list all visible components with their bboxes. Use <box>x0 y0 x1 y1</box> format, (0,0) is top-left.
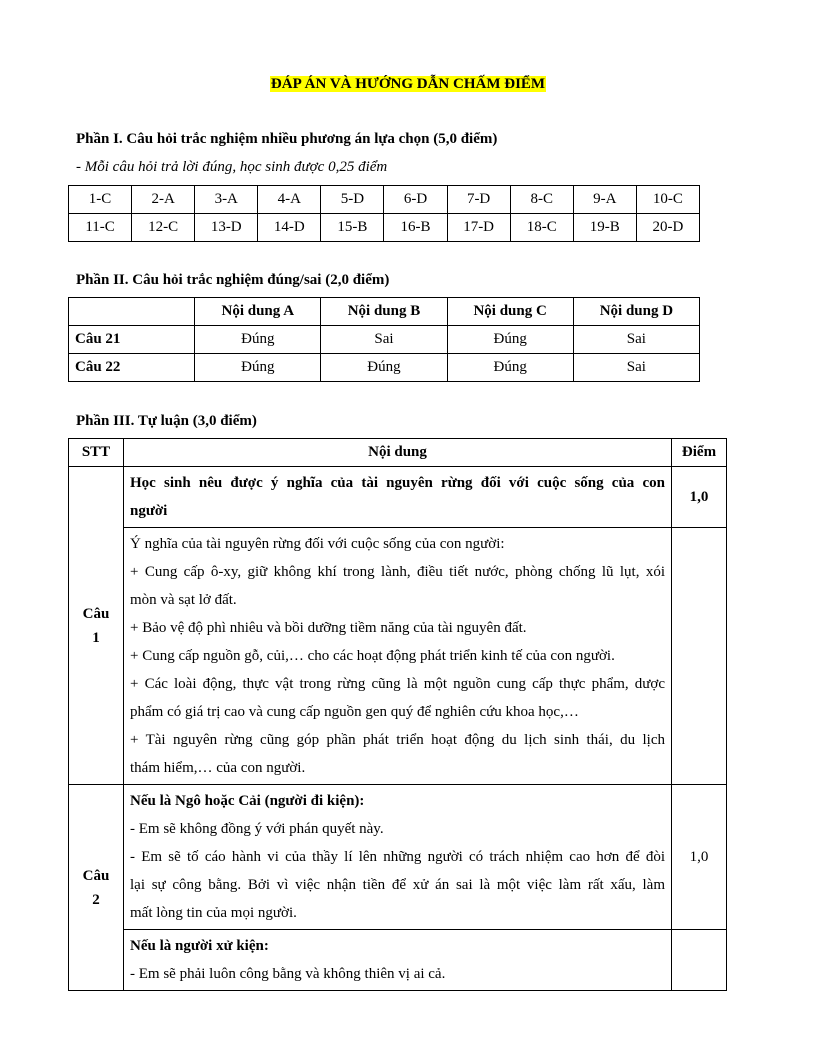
table-row <box>69 930 727 991</box>
row-label: Câu 21 <box>69 326 195 354</box>
answer-cell: 15-B <box>321 214 384 242</box>
answer-cell: 16-B <box>384 214 447 242</box>
column-header: Nội dung B <box>321 298 447 326</box>
table-row <box>69 326 700 354</box>
answer-cell: 4-A <box>258 186 321 214</box>
answer-cell: 10-C <box>636 186 699 214</box>
document-title: ĐÁP ÁN VÀ HƯỚNG DẪN CHẤM ĐIỂM <box>270 76 546 92</box>
answer-cell: Sai <box>321 326 447 354</box>
table-row <box>69 354 700 382</box>
q2-case2-score <box>672 930 727 991</box>
answer-cell: 3-A <box>195 186 258 214</box>
answer-cell: 5-D <box>321 186 384 214</box>
column-header: Nội dung A <box>195 298 321 326</box>
column-header: Nội dung D <box>573 298 699 326</box>
part1-heading: Phần I. Câu hỏi trắc nghiệm nhiều phương án lựa chọn (5,0 điểm) <box>76 131 498 147</box>
table-header-row <box>69 298 700 326</box>
answer-cell: 1-C <box>69 186 132 214</box>
answer-cell: Đúng <box>447 354 573 382</box>
answer-cell: Đúng <box>447 326 573 354</box>
answer-cell: Sai <box>573 354 699 382</box>
answer-cell: 19-B <box>573 214 636 242</box>
table-row <box>69 467 727 528</box>
part1-note: - Mỗi câu hỏi trả lời đúng, học sinh được 0,25 điểm <box>76 159 388 175</box>
column-header: Nội dung C <box>447 298 573 326</box>
column-header-content: Nội dung <box>124 439 672 467</box>
answer-cell: 12-C <box>132 214 195 242</box>
answer-cell: Đúng <box>321 354 447 382</box>
q2-case2: Nếu là người xử kiện: - Em sẽ phải luôn công bằng và không thiên vị ai cả. <box>124 930 672 991</box>
answer-cell: 14-D <box>258 214 321 242</box>
answer-cell: 9-A <box>573 186 636 214</box>
q1-answer: Ý nghĩa của tài nguyên rừng đối với cuộc sống của con người: + Cung cấp ô-xy, giữ không khí trong lành, điều tiết nước, phòng chống lũ lụt, xói mòn và sạt lở đất. + Bảo vệ độ phì nhiêu và bồi dưỡng tiềm năng của tài nguyên đất. + Cung cấp nguồn gỗ, củi,… cho các hoạt động phát triển kinh tế của con người. + Các loài động, thực vật trong rừng cũng là một nguồn cung cấp thực phẩm, dược phẩm có giá trị cao và cung cấp nguồn gen quý để nghiên cứu khoa học,… + Tài nguyên rừng cũng góp phần phát triển hoạt động du lịch sinh thái, du lịch thám hiểm,… của con người. <box>124 528 672 785</box>
part3-heading: Phần III. Tự luận (3,0 điểm) <box>76 413 257 429</box>
q1-answer-score <box>672 528 727 785</box>
part3-essay-table <box>68 438 727 991</box>
column-header-stt: STT <box>69 439 124 467</box>
q1-score: 1,0 <box>672 467 727 528</box>
answer-cell: 20-D <box>636 214 699 242</box>
q2-case1: Nếu là Ngô hoặc Cải (người đi kiện): - Em sẽ không đồng ý với phán quyết này. - Em sẽ tố cáo hành vi của thầy lí lên những người có trách nhiệm cao hơn để đòi lại sự công bằng. Bởi vì việc nhận tiền để xử án sai là một việc làm rất xấu, làm mất lòng tin của mọi người. <box>124 785 672 930</box>
row-label: Câu 22 <box>69 354 195 382</box>
answer-cell: Đúng <box>195 326 321 354</box>
answer-cell: 8-C <box>510 186 573 214</box>
q2-score: 1,0 <box>672 785 727 930</box>
part2-heading: Phần II. Câu hỏi trắc nghiệm đúng/sai (2,0 điểm) <box>76 272 390 288</box>
column-header <box>69 298 195 326</box>
question-number-2: Câu 2 <box>69 785 124 991</box>
table-header-row <box>69 439 727 467</box>
table-row <box>69 186 700 214</box>
column-header-score: Điểm <box>672 439 727 467</box>
question-number-1: Câu 1 <box>69 467 124 785</box>
table-row <box>69 785 727 930</box>
part1-answer-table <box>68 185 700 242</box>
answer-cell: 18-C <box>510 214 573 242</box>
table-row <box>69 214 700 242</box>
q1-requirement: Học sinh nêu được ý nghĩa của tài nguyên rừng đối với cuộc sống của con người <box>124 467 672 528</box>
answer-cell: Đúng <box>195 354 321 382</box>
answer-cell: 7-D <box>447 186 510 214</box>
table-row <box>69 528 727 785</box>
answer-cell: 2-A <box>132 186 195 214</box>
answer-cell: 13-D <box>195 214 258 242</box>
answer-cell: 17-D <box>447 214 510 242</box>
part2-answer-table <box>68 297 700 382</box>
answer-cell: 11-C <box>69 214 132 242</box>
answer-cell: 6-D <box>384 186 447 214</box>
answer-cell: Sai <box>573 326 699 354</box>
